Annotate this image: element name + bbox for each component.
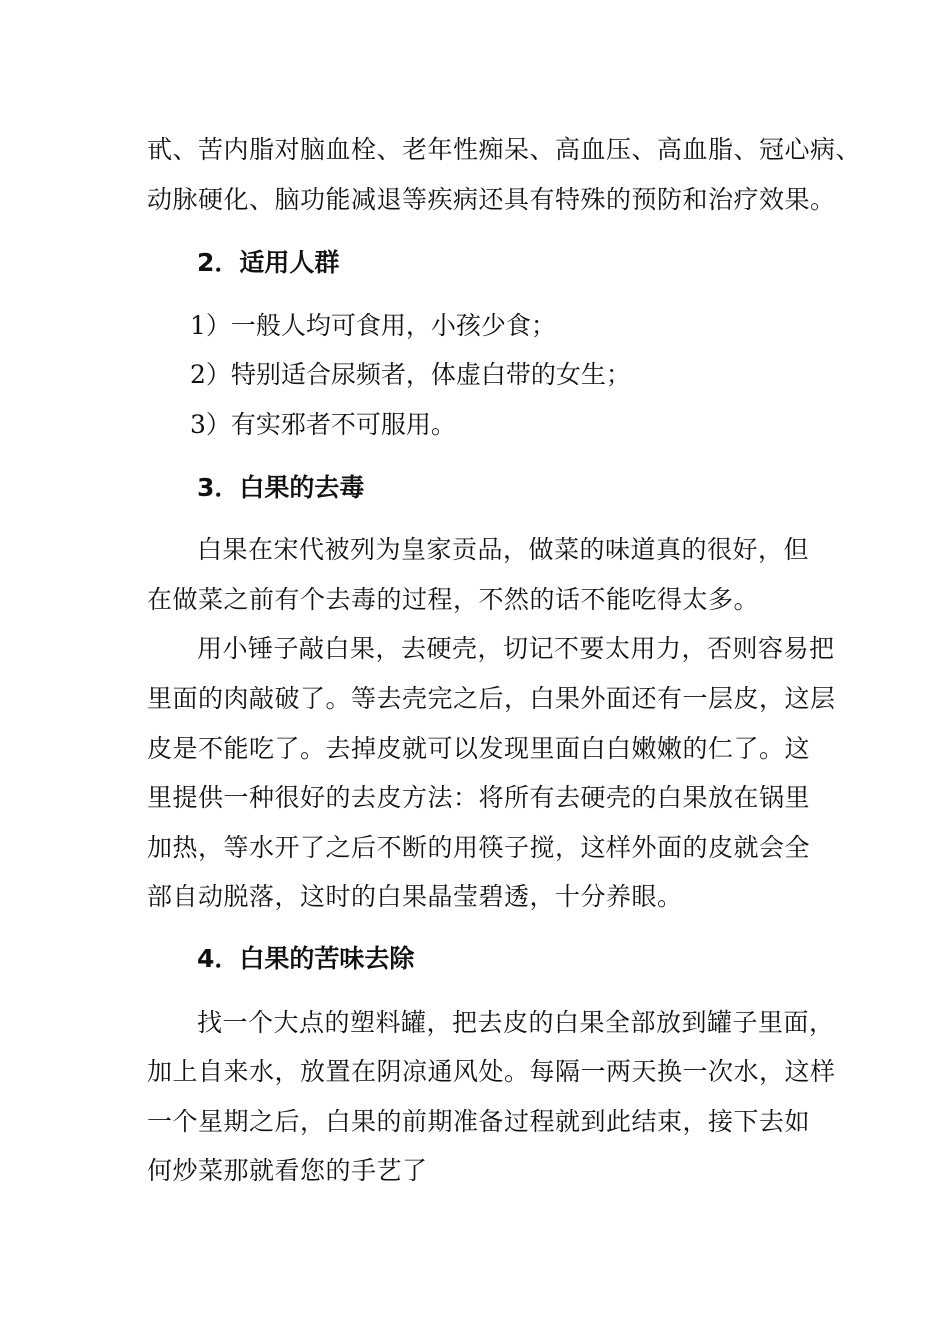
section-4-para1-line-1: 找一个大点的塑料罐，把去皮的白果全部放到罐子里面， <box>197 1008 835 1037</box>
section-3-para2-line-2: 里面的肉敲破了。等去壳完之后，白果外面还有一层皮，这层 <box>147 684 836 713</box>
section-3-heading: 3．白果的去毒 <box>197 473 365 502</box>
intro-line-2: 动脉硬化、脑功能减退等疾病还具有特殊的预防和治疗效果。 <box>147 185 836 214</box>
section-2-item-1: 1）一般人均可食用，小孩少食； <box>190 311 556 340</box>
intro-line-1: 甙、苦内脂对脑血栓、老年性痴呆、高血压、高血脂、冠心病、 <box>147 135 862 164</box>
section-3-para2-line-6: 部自动脱落，这时的白果晶莹碧透，十分养眼。 <box>147 882 683 911</box>
section-2-heading: 2．适用人群 <box>197 248 340 277</box>
section-3-para2-line-4: 里提供一种很好的去皮方法：将所有去硬壳的白果放在锅里 <box>147 783 811 812</box>
section-4-para1-line-2: 加上自来水，放置在阴凉通风处。每隔一两天换一次水，这样 <box>147 1057 836 1086</box>
section-3-para2-line-1: 用小锤子敲白果，去硬壳，切记不要太用力，否则容易把 <box>197 634 835 663</box>
section-3-para2-line-5: 加热，等水开了之后不断的用筷子搅，这样外面的皮就会全 <box>147 833 811 862</box>
section-3-para1-line-2: 在做菜之前有个去毒的过程，不然的话不能吃得太多。 <box>147 585 760 614</box>
section-4-heading: 4．白果的苦味去除 <box>197 944 415 973</box>
section-3-para1-line-1: 白果在宋代被列为皇家贡品，做菜的味道真的很好，但 <box>197 535 810 564</box>
section-4-para1-line-3: 一个星期之后，白果的前期准备过程就到此结束，接下去如 <box>147 1107 811 1136</box>
section-2-item-2: 2）特别适合尿频者，体虚白带的女生； <box>190 360 631 389</box>
section-2-item-3: 3）有实邪者不可服用。 <box>190 410 456 439</box>
section-4-para1-line-4: 何炒菜那就看您的手艺了 <box>147 1156 428 1185</box>
section-3-para2-line-3: 皮是不能吃了。去掉皮就可以发现里面白白嫩嫩的仁了。这 <box>147 734 811 763</box>
